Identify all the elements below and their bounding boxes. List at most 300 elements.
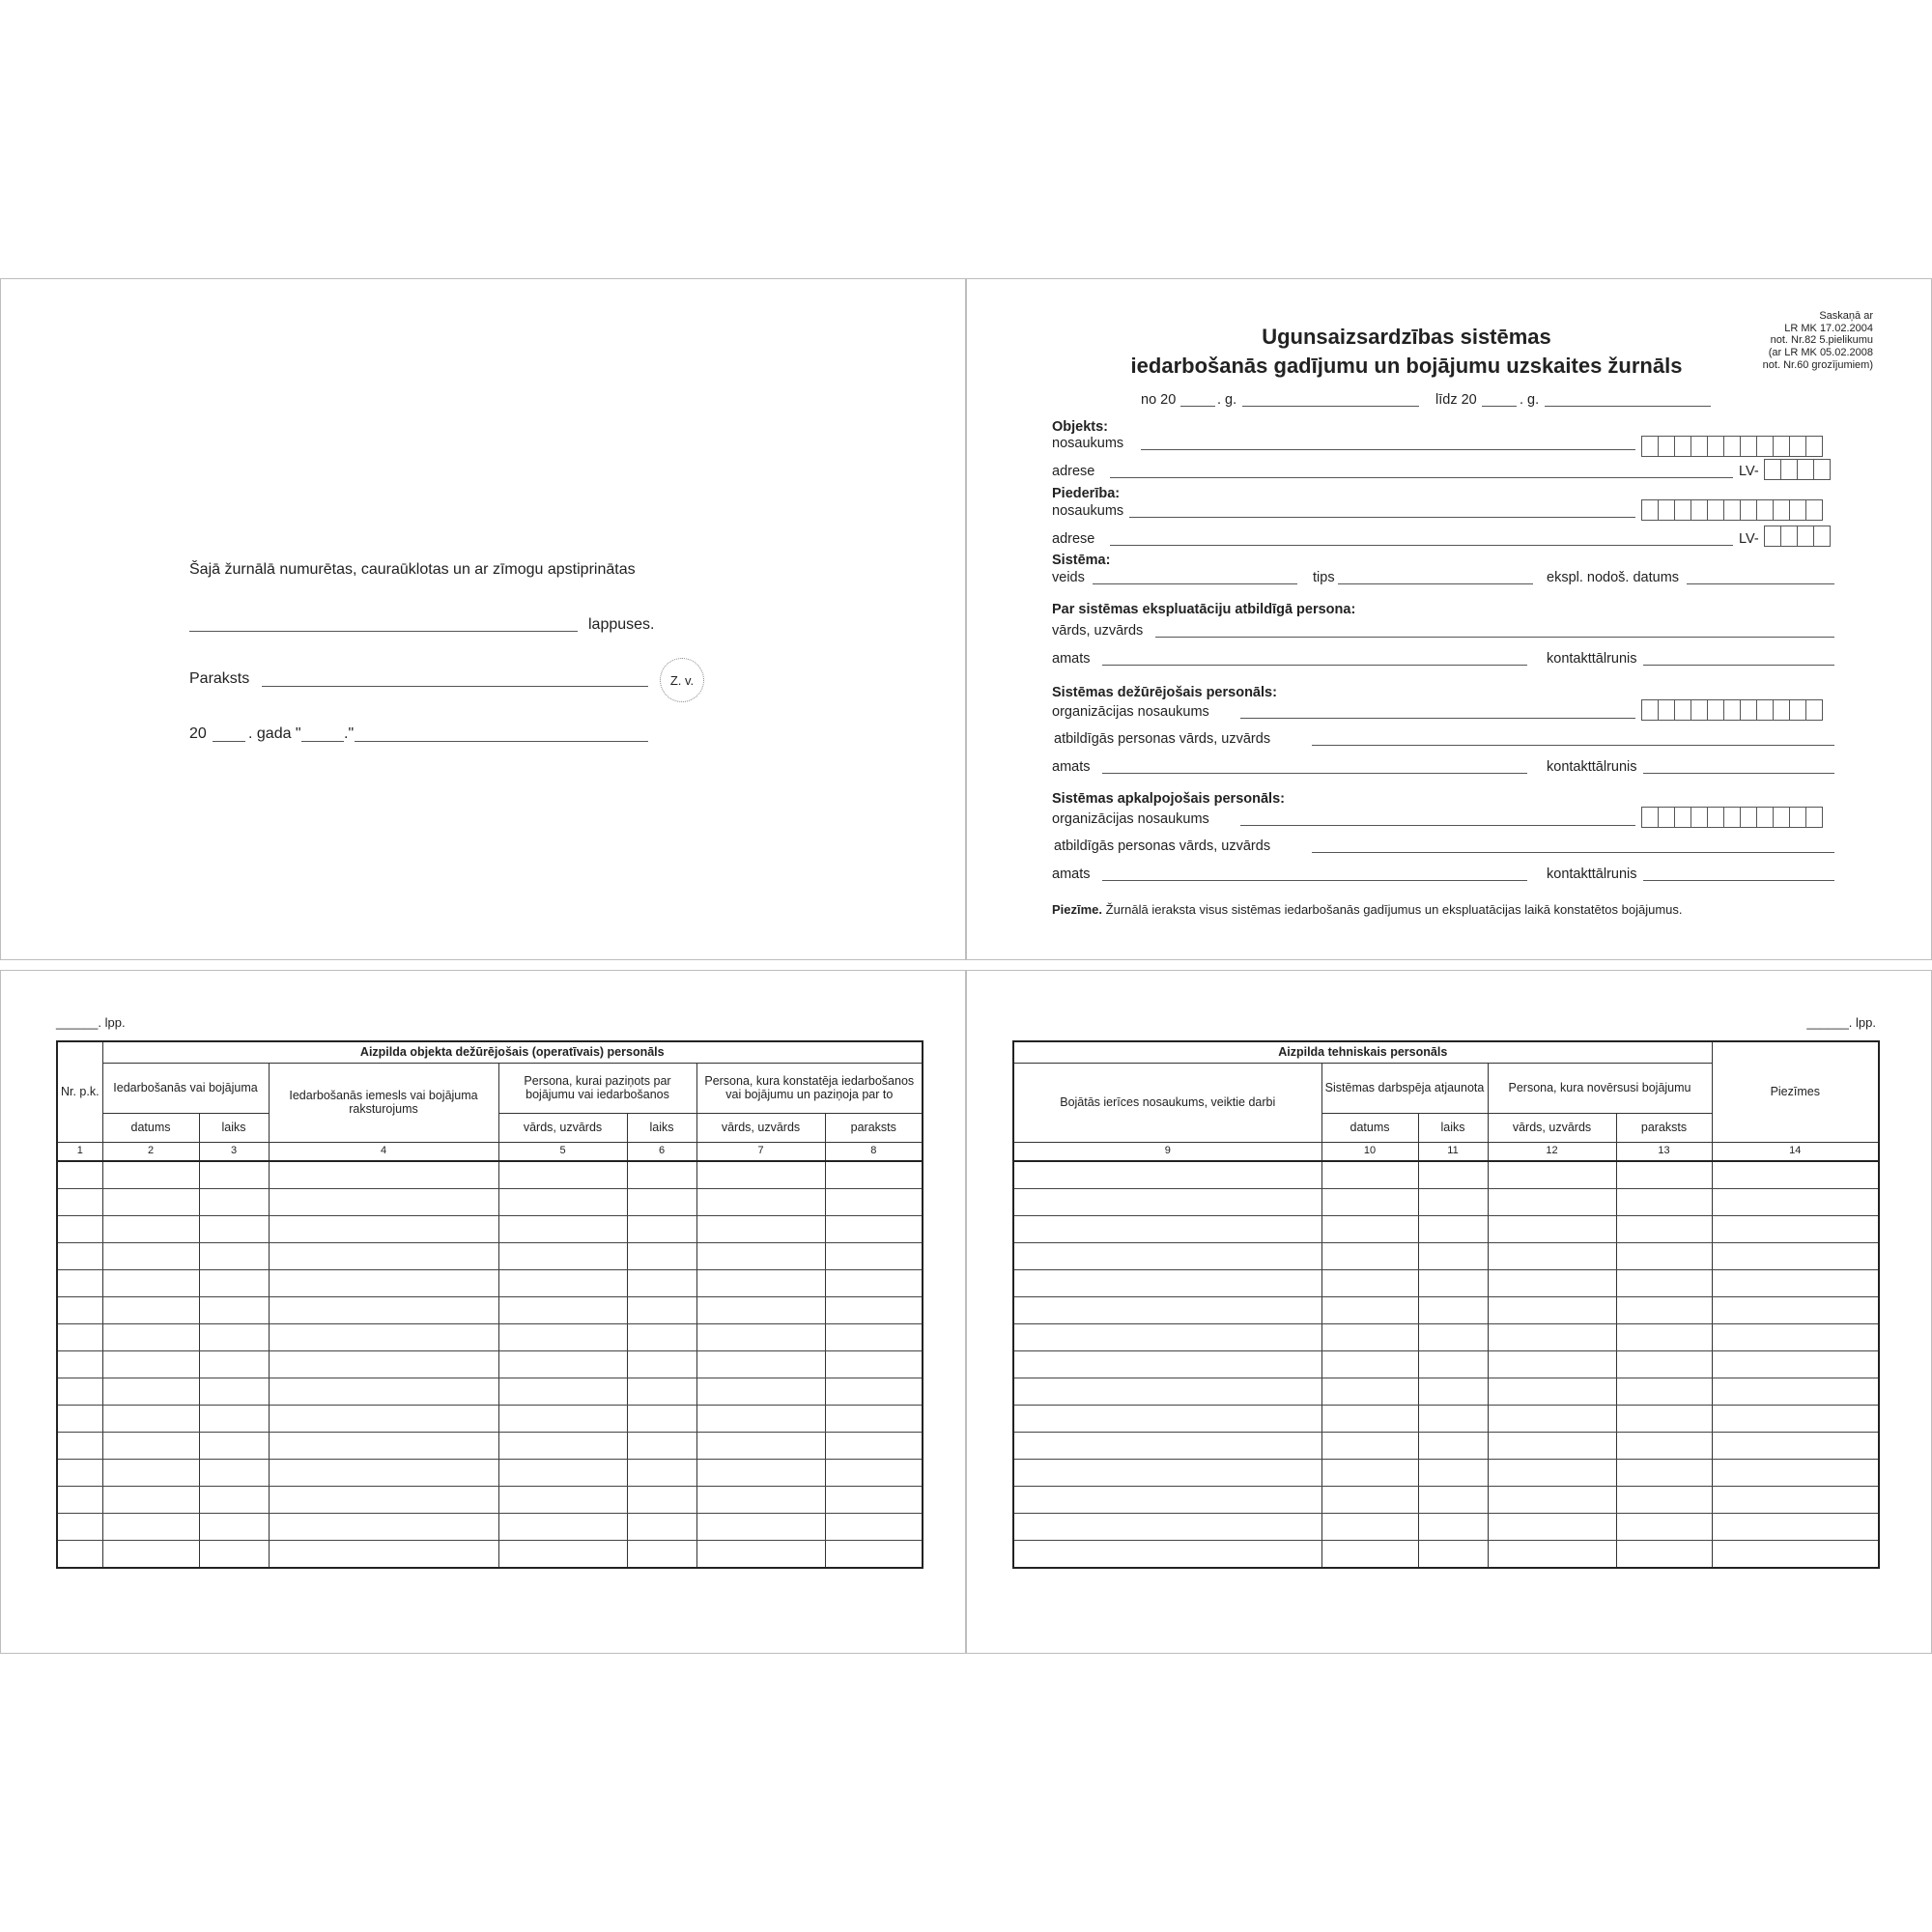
table-cell[interactable]: [1488, 1378, 1616, 1405]
left-page-number: ______. lpp.: [56, 1015, 126, 1030]
table-cell[interactable]: [1712, 1513, 1879, 1540]
table-cell[interactable]: [627, 1432, 696, 1459]
service-org-label: organizācijas nosaukums: [1052, 811, 1209, 827]
col-event-header: Iedarbošanās vai bojājuma: [102, 1063, 269, 1113]
table-cell[interactable]: [57, 1405, 102, 1432]
table-cell[interactable]: [696, 1161, 825, 1189]
table-cell[interactable]: [1013, 1459, 1321, 1486]
duty-org-line[interactable]: [1240, 718, 1635, 719]
table-cell[interactable]: [57, 1215, 102, 1242]
table-cell[interactable]: [1418, 1188, 1488, 1215]
table-cell[interactable]: [498, 1350, 627, 1378]
table-cell[interactable]: [825, 1161, 923, 1189]
table-cell[interactable]: [1712, 1215, 1879, 1242]
table-cell[interactable]: [199, 1459, 269, 1486]
table-cell[interactable]: [498, 1540, 627, 1568]
table-cell[interactable]: [825, 1215, 923, 1242]
table-cell[interactable]: [1321, 1432, 1418, 1459]
table-cell[interactable]: [1616, 1405, 1712, 1432]
table-cell[interactable]: [696, 1350, 825, 1378]
column-number: 3: [199, 1142, 269, 1161]
table-cell[interactable]: [1418, 1513, 1488, 1540]
table-cell[interactable]: [199, 1540, 269, 1568]
table-cell[interactable]: [1321, 1242, 1418, 1269]
sub-header-signature: paraksts: [1616, 1113, 1712, 1142]
responsible-phone-line[interactable]: [1643, 665, 1834, 666]
table-cell[interactable]: [696, 1378, 825, 1405]
table-cell[interactable]: [1616, 1161, 1712, 1189]
table-cell[interactable]: [825, 1323, 923, 1350]
table-cell[interactable]: [1616, 1242, 1712, 1269]
table-row: [57, 1161, 923, 1189]
table-cell[interactable]: [1321, 1405, 1418, 1432]
ref-line: not. Nr.60 grozījumiem): [1762, 358, 1873, 371]
table-cell[interactable]: [1616, 1432, 1712, 1459]
table-cell[interactable]: [1712, 1269, 1879, 1296]
right-journal-table: [1012, 1040, 1880, 1569]
right-group-header: Aizpilda tehniskais personāls: [1013, 1041, 1712, 1063]
table-cell[interactable]: [1321, 1540, 1418, 1568]
service-position-label: amats: [1052, 867, 1091, 882]
table-cell[interactable]: [57, 1296, 102, 1323]
table-cell[interactable]: [627, 1459, 696, 1486]
piederiba-lv-label: LV-: [1739, 531, 1759, 547]
table-cell[interactable]: [1616, 1378, 1712, 1405]
table-cell[interactable]: [199, 1215, 269, 1242]
table-cell[interactable]: [199, 1486, 269, 1513]
table-cell[interactable]: [1418, 1378, 1488, 1405]
table-cell[interactable]: [1013, 1161, 1321, 1189]
table-cell[interactable]: [57, 1242, 102, 1269]
table-cell[interactable]: [102, 1432, 199, 1459]
table-cell[interactable]: [1321, 1296, 1418, 1323]
table-cell[interactable]: [57, 1323, 102, 1350]
table-cell[interactable]: [1321, 1513, 1418, 1540]
table-cell[interactable]: [102, 1296, 199, 1323]
table-cell[interactable]: [269, 1486, 498, 1513]
table-cell[interactable]: [1013, 1378, 1321, 1405]
table-cell[interactable]: [696, 1459, 825, 1486]
table-row: [57, 1242, 923, 1269]
table-cell[interactable]: [498, 1161, 627, 1189]
legal-reference: [1763, 310, 1873, 371]
date-year-line[interactable]: [213, 741, 245, 742]
table-cell[interactable]: [102, 1161, 199, 1189]
table-cell[interactable]: [1616, 1513, 1712, 1540]
table-row: [57, 1405, 923, 1432]
table-cell[interactable]: [627, 1215, 696, 1242]
table-cell[interactable]: [1616, 1350, 1712, 1378]
table-cell[interactable]: [102, 1486, 199, 1513]
responsible-position-line[interactable]: [1102, 665, 1527, 666]
table-cell[interactable]: [102, 1405, 199, 1432]
table-cell[interactable]: [1488, 1513, 1616, 1540]
table-cell[interactable]: [1712, 1161, 1879, 1189]
table-cell[interactable]: [57, 1459, 102, 1486]
duty-phone-line[interactable]: [1643, 773, 1834, 774]
column-number: 14: [1712, 1142, 1879, 1161]
table-cell[interactable]: [627, 1296, 696, 1323]
table-cell[interactable]: [498, 1296, 627, 1323]
table-cell[interactable]: [498, 1459, 627, 1486]
table-cell[interactable]: [498, 1188, 627, 1215]
table-cell[interactable]: [1488, 1540, 1616, 1568]
table-cell[interactable]: [269, 1242, 498, 1269]
sub-header-time: laiks: [627, 1113, 696, 1142]
table-cell[interactable]: [269, 1296, 498, 1323]
table-cell[interactable]: [498, 1432, 627, 1459]
table-cell[interactable]: [696, 1432, 825, 1459]
piederiba-name-line[interactable]: [1129, 517, 1635, 518]
table-cell[interactable]: [696, 1513, 825, 1540]
col-informed-header: Persona, kurai paziņots par bojājumu vai iedarbošanos: [498, 1063, 696, 1113]
table-cell[interactable]: [199, 1161, 269, 1189]
table-cell[interactable]: [1418, 1405, 1488, 1432]
table-cell[interactable]: [1488, 1405, 1616, 1432]
tips-line[interactable]: [1338, 583, 1533, 584]
table-cell[interactable]: [1321, 1188, 1418, 1215]
table-cell[interactable]: [696, 1296, 825, 1323]
duty-resp-name-label: atbildīgās personas vārds, uzvārds: [1054, 731, 1271, 747]
table-cell[interactable]: [696, 1323, 825, 1350]
table-cell[interactable]: [102, 1269, 199, 1296]
table-cell[interactable]: [199, 1269, 269, 1296]
table-cell[interactable]: [1418, 1296, 1488, 1323]
table-cell[interactable]: [1418, 1540, 1488, 1568]
left-group-header: Aizpilda objekta dežūrējošais (operatīvais) personāls: [102, 1041, 923, 1063]
signature-line[interactable]: [262, 686, 648, 687]
responsible-name-line[interactable]: [1155, 637, 1834, 638]
table-cell[interactable]: [498, 1513, 627, 1540]
table-cell[interactable]: [1418, 1350, 1488, 1378]
table-cell[interactable]: [1712, 1350, 1879, 1378]
service-position-line[interactable]: [1102, 880, 1527, 881]
table-cell[interactable]: [269, 1350, 498, 1378]
table-cell[interactable]: [1488, 1188, 1616, 1215]
table-row: [57, 1432, 923, 1459]
table-cell[interactable]: [1488, 1459, 1616, 1486]
table-cell[interactable]: [627, 1378, 696, 1405]
table-cell[interactable]: [1418, 1215, 1488, 1242]
piederiba-code-boxes[interactable]: [1641, 499, 1823, 521]
table-cell[interactable]: [1013, 1215, 1321, 1242]
table-cell[interactable]: [498, 1323, 627, 1350]
table-cell[interactable]: [1616, 1296, 1712, 1323]
table-cell[interactable]: [1013, 1405, 1321, 1432]
col-nr-header: Nr. p.k.: [57, 1041, 102, 1142]
ref-line: Saskaņā ar: [1819, 310, 1873, 322]
table-cell[interactable]: [627, 1161, 696, 1189]
table-cell[interactable]: [1488, 1215, 1616, 1242]
table-cell[interactable]: [1712, 1459, 1879, 1486]
table-cell[interactable]: [1321, 1215, 1418, 1242]
table-cell[interactable]: [696, 1405, 825, 1432]
table-cell[interactable]: [1321, 1350, 1418, 1378]
table-cell[interactable]: [627, 1242, 696, 1269]
table-cell[interactable]: [269, 1513, 498, 1540]
col-detected-header: Persona, kura konstatēja iedarbošanos vai bojājumu un paziņoja par to: [696, 1063, 923, 1113]
table-cell[interactable]: [1418, 1486, 1488, 1513]
period-to-date-line[interactable]: [1545, 406, 1711, 407]
table-cell[interactable]: [1712, 1378, 1879, 1405]
date-month-line[interactable]: [355, 741, 648, 742]
table-cell[interactable]: [1488, 1486, 1616, 1513]
table-row: [57, 1323, 923, 1350]
table-cell[interactable]: [627, 1513, 696, 1540]
table-cell[interactable]: [269, 1215, 498, 1242]
table-cell[interactable]: [498, 1269, 627, 1296]
responsible-phone-label: kontakttālrunis: [1547, 651, 1637, 667]
table-cell[interactable]: [199, 1323, 269, 1350]
column-number: 12: [1488, 1142, 1616, 1161]
period-from-date-line[interactable]: [1242, 406, 1419, 407]
table-cell[interactable]: [825, 1513, 923, 1540]
ref-line: LR MK 17.02.2004: [1784, 322, 1873, 334]
sub-header-time: laiks: [1418, 1113, 1488, 1142]
table-cell[interactable]: [498, 1215, 627, 1242]
veids-line[interactable]: [1093, 583, 1297, 584]
table-row: [1013, 1215, 1879, 1242]
table-cell[interactable]: [498, 1486, 627, 1513]
table-cell[interactable]: [696, 1215, 825, 1242]
sistema-label: Sistēma:: [1052, 553, 1111, 568]
table-cell[interactable]: [269, 1269, 498, 1296]
table-cell[interactable]: [1013, 1269, 1321, 1296]
table-cell[interactable]: [1013, 1188, 1321, 1215]
table-cell[interactable]: [1616, 1323, 1712, 1350]
table-cell[interactable]: [1712, 1188, 1879, 1215]
col-device-header: Bojātās ierīces nosaukums, veiktie darbi: [1013, 1063, 1321, 1142]
table-cell[interactable]: [1488, 1323, 1616, 1350]
table-cell[interactable]: [627, 1269, 696, 1296]
service-resp-name-label: atbildīgās personas vārds, uzvārds: [1054, 838, 1271, 854]
table-cell[interactable]: [102, 1459, 199, 1486]
ref-line: (ar LR MK 05.02.2008: [1768, 346, 1873, 358]
table-cell[interactable]: [1418, 1432, 1488, 1459]
column-number: 4: [269, 1142, 498, 1161]
table-cell[interactable]: [57, 1269, 102, 1296]
table-cell[interactable]: [1321, 1459, 1418, 1486]
table-row: [57, 1350, 923, 1378]
table-row: [1013, 1242, 1879, 1269]
table-cell[interactable]: [102, 1540, 199, 1568]
service-phone-line[interactable]: [1643, 880, 1834, 881]
table-cell[interactable]: [199, 1432, 269, 1459]
objekts-address-line[interactable]: [1110, 477, 1733, 478]
service-org-code-boxes[interactable]: [1641, 807, 1823, 828]
table-cell[interactable]: [57, 1378, 102, 1405]
table-cell[interactable]: [1712, 1242, 1879, 1269]
table-cell[interactable]: [269, 1378, 498, 1405]
table-cell[interactable]: [102, 1513, 199, 1540]
table-cell[interactable]: [825, 1242, 923, 1269]
table-cell[interactable]: [57, 1513, 102, 1540]
table-cell[interactable]: [825, 1405, 923, 1432]
table-cell[interactable]: [102, 1188, 199, 1215]
objekts-name-line[interactable]: [1141, 449, 1635, 450]
sub-header-date: datums: [102, 1113, 199, 1142]
table-cell[interactable]: [57, 1486, 102, 1513]
veids-label: veids: [1052, 570, 1085, 585]
table-cell[interactable]: [1616, 1269, 1712, 1296]
table-cell[interactable]: [1418, 1323, 1488, 1350]
table-cell[interactable]: [269, 1540, 498, 1568]
table-cell[interactable]: [57, 1350, 102, 1378]
table-cell[interactable]: [696, 1486, 825, 1513]
journal-right-panel: [966, 970, 1932, 1654]
table-cell[interactable]: [1321, 1378, 1418, 1405]
table-cell[interactable]: [1418, 1269, 1488, 1296]
table-cell[interactable]: [1013, 1432, 1321, 1459]
duty-resp-name-line[interactable]: [1312, 745, 1834, 746]
journal-left-panel: [0, 970, 966, 1654]
table-cell[interactable]: [1013, 1540, 1321, 1568]
table-cell[interactable]: [1013, 1486, 1321, 1513]
table-cell[interactable]: [57, 1540, 102, 1568]
page-count-line[interactable]: [189, 631, 578, 632]
table-cell[interactable]: [1321, 1323, 1418, 1350]
table-cell[interactable]: [102, 1215, 199, 1242]
stamp-placeholder: [660, 658, 704, 702]
service-resp-name-line[interactable]: [1312, 852, 1834, 853]
period-to-year-line[interactable]: [1482, 406, 1517, 407]
table-cell[interactable]: [1013, 1323, 1321, 1350]
table-cell[interactable]: [627, 1350, 696, 1378]
table-cell[interactable]: [1013, 1350, 1321, 1378]
table-cell[interactable]: [1013, 1513, 1321, 1540]
table-cell[interactable]: [57, 1188, 102, 1215]
column-number: 11: [1418, 1142, 1488, 1161]
duty-position-label: amats: [1052, 759, 1091, 775]
table-cell[interactable]: [696, 1188, 825, 1215]
table-cell[interactable]: [696, 1242, 825, 1269]
table-cell[interactable]: [199, 1405, 269, 1432]
piederiba-address-label: adrese: [1052, 531, 1095, 547]
table-cell[interactable]: [627, 1323, 696, 1350]
col-restored-header: Sistēmas darbspēja atjaunota: [1321, 1063, 1488, 1113]
table-cell[interactable]: [1712, 1323, 1879, 1350]
table-cell[interactable]: [1712, 1405, 1879, 1432]
table-cell[interactable]: [269, 1432, 498, 1459]
table-cell[interactable]: [627, 1486, 696, 1513]
table-cell[interactable]: [199, 1350, 269, 1378]
table-cell[interactable]: [825, 1296, 923, 1323]
table-cell[interactable]: [1321, 1269, 1418, 1296]
table-cell[interactable]: [1418, 1459, 1488, 1486]
table-cell[interactable]: [825, 1378, 923, 1405]
table-cell[interactable]: [825, 1188, 923, 1215]
table-cell[interactable]: [199, 1296, 269, 1323]
table-cell[interactable]: [269, 1459, 498, 1486]
table-cell[interactable]: [498, 1378, 627, 1405]
objekts-code-boxes[interactable]: [1641, 436, 1823, 457]
table-cell[interactable]: [199, 1378, 269, 1405]
table-cell[interactable]: [498, 1242, 627, 1269]
table-cell[interactable]: [627, 1540, 696, 1568]
table-row: [1013, 1459, 1879, 1486]
table-cell[interactable]: [696, 1540, 825, 1568]
table-cell[interactable]: [1418, 1161, 1488, 1189]
objekts-postcode-boxes[interactable]: [1764, 459, 1831, 480]
table-cell[interactable]: [1616, 1459, 1712, 1486]
table-cell[interactable]: [1712, 1540, 1879, 1568]
table-row: [57, 1513, 923, 1540]
duty-position-line[interactable]: [1102, 773, 1527, 774]
table-cell[interactable]: [269, 1323, 498, 1350]
duty-org-label: organizācijas nosaukums: [1052, 704, 1209, 720]
table-cell[interactable]: [825, 1540, 923, 1568]
service-org-line[interactable]: [1240, 825, 1635, 826]
table-cell[interactable]: [269, 1161, 498, 1189]
table-cell[interactable]: [1712, 1486, 1879, 1513]
table-cell[interactable]: [57, 1432, 102, 1459]
table-cell[interactable]: [57, 1161, 102, 1189]
table-cell[interactable]: [1488, 1161, 1616, 1189]
table-cell[interactable]: [825, 1432, 923, 1459]
table-cell[interactable]: [269, 1188, 498, 1215]
date-mid: . gada ": [248, 725, 301, 742]
table-cell[interactable]: [102, 1378, 199, 1405]
table-cell[interactable]: [1616, 1215, 1712, 1242]
table-cell[interactable]: [627, 1188, 696, 1215]
table-cell[interactable]: [1712, 1296, 1879, 1323]
table-cell[interactable]: [199, 1242, 269, 1269]
table-cell[interactable]: [1488, 1242, 1616, 1269]
duty-org-code-boxes[interactable]: [1641, 699, 1823, 721]
date-day-line[interactable]: [301, 741, 344, 742]
table-cell[interactable]: [1418, 1242, 1488, 1269]
column-number: 5: [498, 1142, 627, 1161]
table-cell[interactable]: [102, 1350, 199, 1378]
table-cell[interactable]: [102, 1242, 199, 1269]
table-cell[interactable]: [1488, 1432, 1616, 1459]
table-cell[interactable]: [1013, 1296, 1321, 1323]
ekspl-line[interactable]: [1687, 583, 1834, 584]
table-cell[interactable]: [627, 1405, 696, 1432]
piederiba-postcode-boxes[interactable]: [1764, 526, 1831, 547]
period-from-label: no 20: [1141, 392, 1177, 408]
table-cell[interactable]: [1321, 1161, 1418, 1189]
piederiba-name-label: nosaukums: [1052, 503, 1124, 519]
period-from-year-line[interactable]: [1180, 406, 1215, 407]
table-cell[interactable]: [1488, 1269, 1616, 1296]
table-cell[interactable]: [825, 1350, 923, 1378]
table-cell[interactable]: [102, 1323, 199, 1350]
table-cell[interactable]: [498, 1405, 627, 1432]
table-cell[interactable]: [1488, 1296, 1616, 1323]
table-cell[interactable]: [825, 1486, 923, 1513]
table-cell[interactable]: [1321, 1486, 1418, 1513]
table-cell[interactable]: [1616, 1540, 1712, 1568]
table-cell[interactable]: [825, 1269, 923, 1296]
table-cell[interactable]: [269, 1405, 498, 1432]
table-cell[interactable]: [1488, 1350, 1616, 1378]
date-quote: .": [344, 725, 355, 742]
table-cell[interactable]: [825, 1459, 923, 1486]
table-row: [1013, 1350, 1879, 1378]
left-journal-table: [56, 1040, 923, 1569]
service-staff-label: Sistēmas apkalpojošais personāls:: [1052, 791, 1285, 807]
table-row: [57, 1459, 923, 1486]
table-cell[interactable]: [1013, 1242, 1321, 1269]
table-cell[interactable]: [696, 1269, 825, 1296]
piederiba-address-line[interactable]: [1110, 545, 1733, 546]
table-cell[interactable]: [199, 1513, 269, 1540]
table-cell[interactable]: [1616, 1188, 1712, 1215]
table-cell[interactable]: [1616, 1486, 1712, 1513]
table-cell[interactable]: [1712, 1432, 1879, 1459]
table-cell[interactable]: [199, 1188, 269, 1215]
